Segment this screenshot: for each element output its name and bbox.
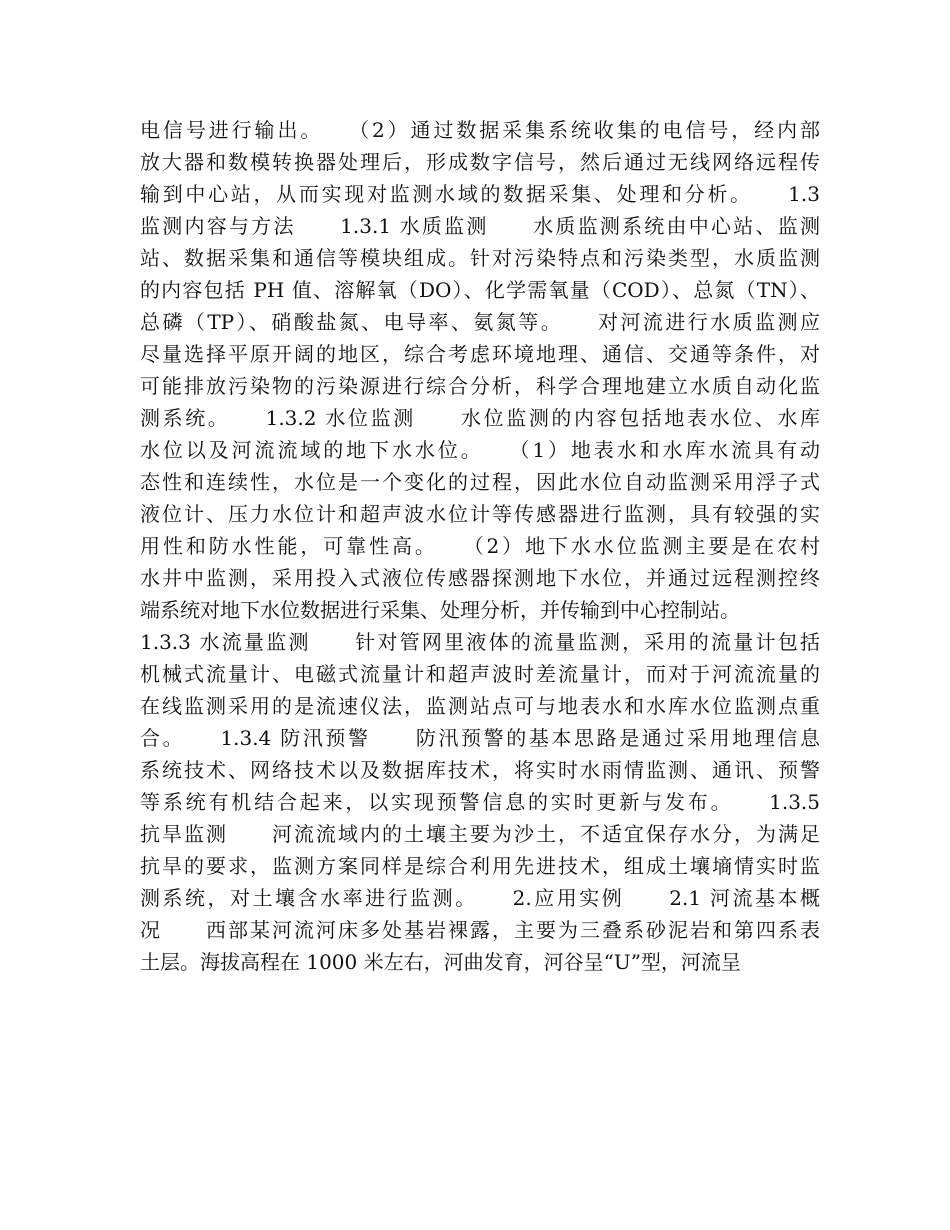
text-line: 站、数据采集和通信等模块组成。针对污染特点和污染类型，水质监测 <box>140 246 820 270</box>
text-line: 1.3.3 水流量监测 针对管网里液体的流量监测，采用的流量计包括 <box>140 630 820 654</box>
text-line: 况 西部某河流河床多处基岩裸露，主要为三叠系砂泥岩和第四系表 <box>140 918 820 942</box>
body-text <box>140 114 820 978</box>
text-line: 等系统有机结合起来，以实现预警信息的实时更新与发布。 1.3.5 <box>140 790 820 814</box>
text-line: 放大器和数模转换器处理后，形成数字信号，然后通过无线网络远程传 <box>140 150 820 174</box>
text-line: 输到中心站，从而实现对监测水域的数据采集、处理和分析。 1.3 <box>140 182 820 206</box>
text-line: 抗旱监测 河流流域内的土壤主要为沙土，不适宜保存水分，为满足 <box>140 822 820 846</box>
text-line: 抗旱的要求，监测方案同样是综合利用先进技术，组成土壤墒情实时监 <box>140 854 820 878</box>
text-line: 水位以及河流流域的地下水水位。 （1）地表水和水库水流具有动 <box>140 438 820 462</box>
text-line: 总磷（TP）、硝酸盐氮、电导率、氨氮等。 对河流进行水质监测应 <box>140 310 820 334</box>
text-line: 态性和连续性，水位是一个变化的过程，因此水位自动监测采用浮子式 <box>140 470 820 494</box>
text-line: 液位计、压力水位计和超声波水位计等传感器进行监测，具有较强的实 <box>140 502 820 526</box>
text-line: 系统技术、网络技术以及数据库技术，将实时水雨情监测、通讯、预警 <box>140 758 820 782</box>
text-line: 测系统，对土壤含水率进行监测。 2.应用实例 2.1 河流基本概 <box>140 886 820 910</box>
text-line: 水井中监测，采用投入式液位传感器探测地下水位，并通过远程测控终 <box>140 566 820 590</box>
text-line: 监测内容与方法 1.3.1 水质监测 水质监测系统由中心站、监测 <box>140 214 820 238</box>
text-line: 土层。海拔高程在 1000 米左右，河曲发育，河谷呈“U”型，河流呈 <box>140 950 741 974</box>
text-line: 合。 1.3.4 防汛预警 防汛预警的基本思路是通过采用地理信息 <box>140 726 820 750</box>
text-line: 机械式流量计、电磁式流量计和超声波时差流量计，而对于河流流量的 <box>140 662 820 686</box>
text-line: 测系统。 1.3.2 水位监测 水位监测的内容包括地表水位、水库 <box>140 406 820 430</box>
text-line: 在线监测采用的是流速仪法，监测站点可与地表水和水库水位监测点重 <box>140 694 820 718</box>
text-line: 用性和防水性能，可靠性高。 （2）地下水水位监测主要是在农村 <box>140 534 820 558</box>
text-line: 可能排放污染物的污染源进行综合分析，科学合理地建立水质自动化监 <box>140 374 820 398</box>
text-line: 尽量选择平原开阔的地区，综合考虑环境地理、通信、交通等条件，对 <box>140 342 820 366</box>
text-line: 端系统对地下水位数据进行采集、处理分析，并传输到中心控制站。 <box>140 598 740 622</box>
text-line: 电信号进行输出。 （2）通过数据采集系统收集的电信号，经内部 <box>140 118 820 142</box>
text-line: 的内容包括 PH 值、溶解氧（DO）、化学需氧量（COD）、总氮（TN）、 <box>140 278 820 302</box>
